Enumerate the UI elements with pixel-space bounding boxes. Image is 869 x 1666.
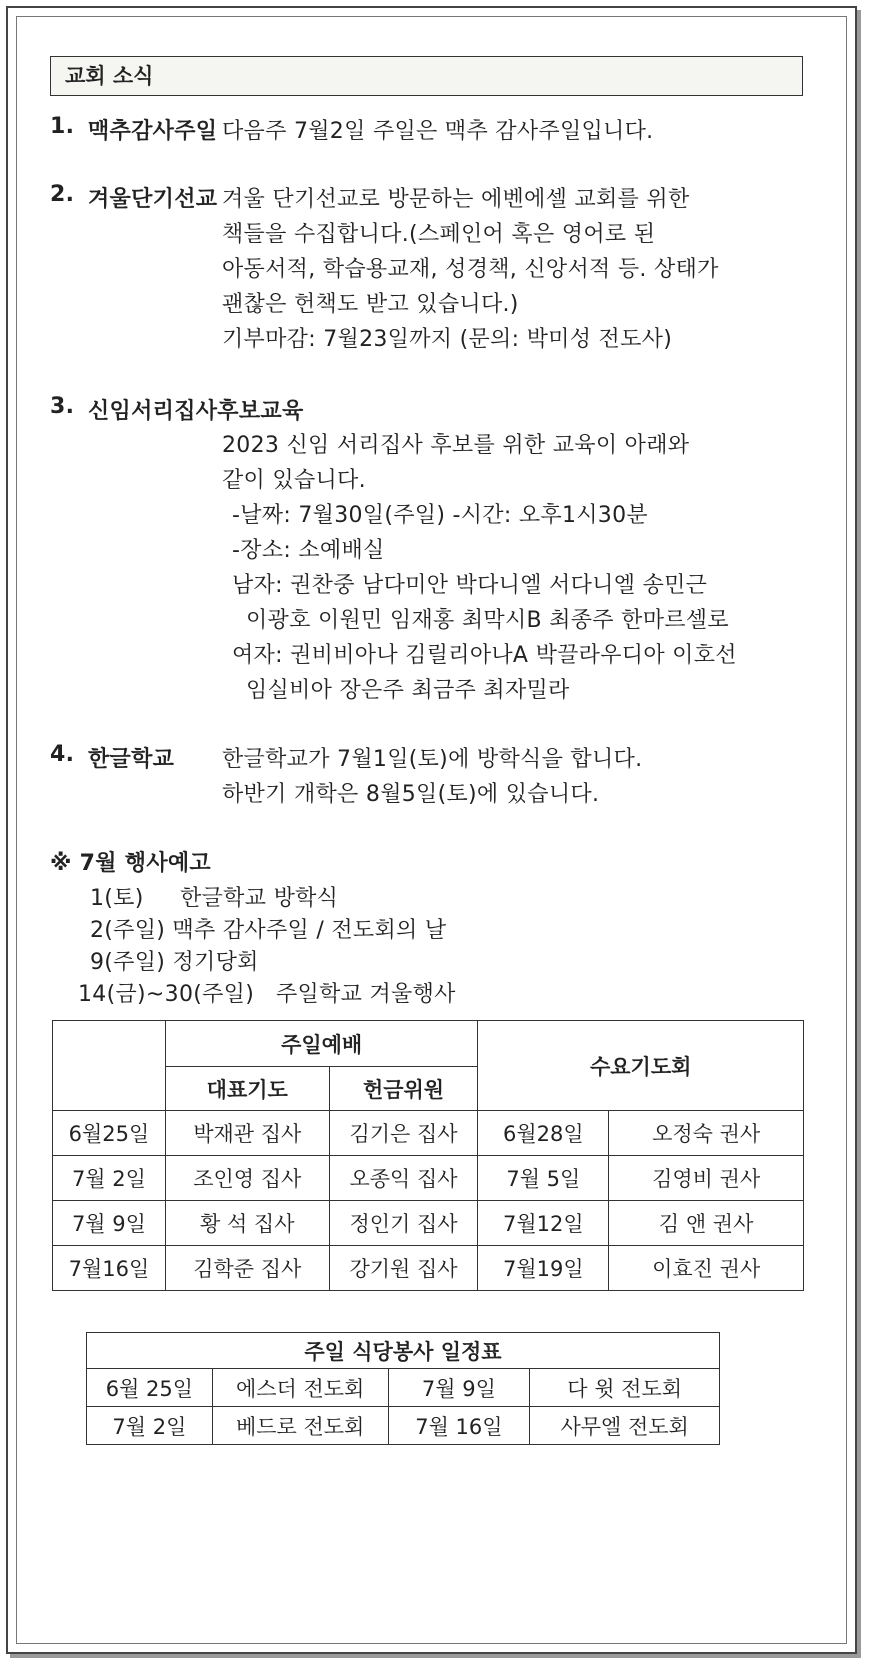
item-line: 같이 있습니다. (222, 468, 366, 493)
item-heading: 맥추감사주일 (88, 119, 218, 144)
table-cell: 김학준 집사 (165, 1246, 329, 1291)
item-heading: 겨울단기선교 (88, 187, 218, 212)
table-cell: 강기원 집사 (329, 1246, 478, 1291)
table-cell: 7월 16일 (388, 1407, 530, 1445)
table-cell: 6월25일 (53, 1111, 166, 1156)
table-cell: 7월 9일 (388, 1369, 530, 1407)
table-cell: 김영비 권사 (609, 1156, 804, 1201)
header-offering-committee: 헌금위원 (329, 1067, 478, 1111)
header-sunday-service: 주일예배 (165, 1021, 478, 1067)
table-cell: 에스더 전도회 (212, 1369, 388, 1407)
events-title: ※ 7월 행사예고 (50, 851, 211, 876)
table-cell: 7월 5일 (478, 1156, 609, 1201)
duty-table-corner (53, 1021, 166, 1111)
item-line: 겨울 단기선교로 방문하는 에벤에셀 교회를 위한 (222, 187, 690, 212)
item-line: 2023 신임 서리집사 후보를 위한 교육이 아래와 (222, 433, 690, 458)
item-line: 남자: 권찬중 남다미안 박다니엘 서다니엘 송민근 (232, 573, 708, 598)
table-cell: 다 윗 전도회 (530, 1369, 720, 1407)
table-cell: 7월 9일 (53, 1201, 166, 1246)
item-number: 1. (50, 114, 75, 139)
table-row (53, 1246, 804, 1291)
item-line: 괜찮은 헌책도 받고 있습니다.) (222, 292, 519, 317)
item-heading: 한글학교 (88, 747, 175, 772)
table-cell: 김기은 집사 (329, 1111, 478, 1156)
item-line: 다음주 7월2일 주일은 맥추 감사주일입니다. (222, 119, 654, 144)
table-cell: 황 석 집사 (165, 1201, 329, 1246)
table-cell: 김 앤 권사 (609, 1201, 804, 1246)
item-line: 기부마감: 7월23일까지 (문의: 박미성 전도사) (222, 327, 673, 352)
table-cell: 7월 2일 (53, 1156, 166, 1201)
table-cell: 6월28일 (478, 1111, 609, 1156)
item-line: 이광호 이원민 임재홍 최막시B 최종주 한마르셀로 (246, 608, 729, 633)
item-line: 임실비아 장은주 최금주 최자밀라 (246, 678, 570, 703)
table-row (53, 1111, 804, 1156)
table-cell: 7월 2일 (87, 1407, 213, 1445)
table-cell: 이효진 권사 (609, 1246, 804, 1291)
table-cell: 7월19일 (478, 1246, 609, 1291)
item-line: 책들을 수집합니다.(스페인어 혹은 영어로 된 (222, 222, 656, 247)
event-item: 1(토) 한글학교 방학식 (90, 886, 339, 911)
table-cell: 정인기 집사 (329, 1201, 478, 1246)
meal-table-title: 주일 식당봉사 일정표 (87, 1333, 720, 1369)
item-line: -날짜: 7월30일(주일) -시간: 오후1시30분 (232, 503, 648, 528)
item-number: 4. (50, 742, 75, 767)
table-cell: 사무엘 전도회 (530, 1407, 720, 1445)
item-line: 여자: 권비비아나 김릴리아나A 박끌라우디아 이호선 (232, 643, 737, 668)
table-cell: 6월 25일 (87, 1369, 213, 1407)
table-cell: 박재관 집사 (165, 1111, 329, 1156)
table-cell: 7월12일 (478, 1201, 609, 1246)
table-cell: 오정숙 권사 (609, 1111, 804, 1156)
item-number: 2. (50, 182, 75, 207)
header-representative-prayer: 대표기도 (165, 1067, 329, 1111)
header-wednesday-prayer: 수요기도회 (478, 1021, 804, 1111)
table-cell: 7월16일 (53, 1246, 166, 1291)
event-item: 2(주일) 맥추 감사주일 / 전도회의 날 (90, 918, 447, 943)
item-line: 아동서적, 학습용교재, 성경책, 신앙서적 등. 상태가 (222, 257, 719, 282)
duty-table (52, 1020, 804, 1291)
item-line: 하반기 개학은 8월5일(토)에 있습니다. (222, 782, 600, 807)
event-item: 14(금)~30(주일) 주일학교 겨울행사 (78, 982, 456, 1007)
table-cell: 조인영 집사 (165, 1156, 329, 1201)
table-row (87, 1369, 720, 1407)
item-heading: 신임서리집사후보교육 (88, 399, 304, 424)
event-item: 9(주일) 정기당회 (90, 950, 259, 975)
table-row (87, 1407, 720, 1445)
item-line: 한글학교가 7월1일(토)에 방학식을 합니다. (222, 747, 643, 772)
table-row (53, 1156, 804, 1201)
section-header (50, 56, 803, 96)
item-line: -장소: 소예배실 (232, 538, 385, 563)
table-cell: 오종익 집사 (329, 1156, 478, 1201)
table-cell: 베드로 전도회 (212, 1407, 388, 1445)
item-number: 3. (50, 394, 75, 419)
table-row (53, 1201, 804, 1246)
section-title: 교회 소식 (65, 64, 154, 88)
meal-service-table (86, 1332, 720, 1445)
